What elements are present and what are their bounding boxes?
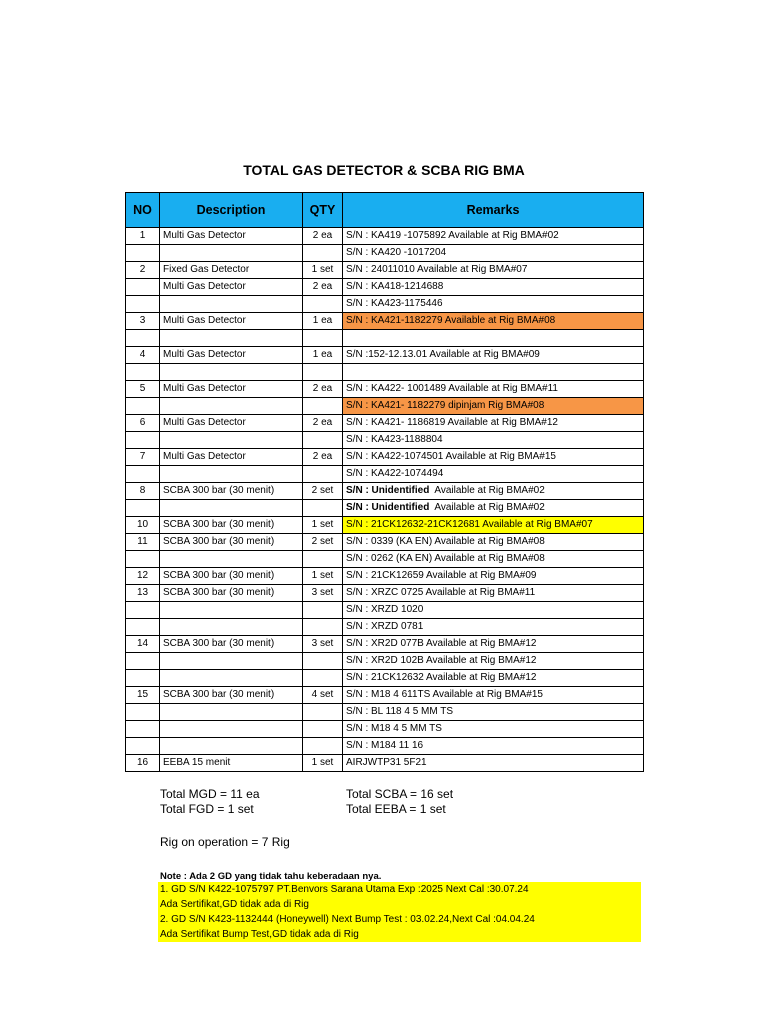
row-number <box>126 245 160 262</box>
row-qty <box>303 653 343 670</box>
row-qty <box>303 296 343 313</box>
row-number <box>126 670 160 687</box>
row-remark: S/N : 21CK12659 Available at Rig BMA#09 <box>343 568 644 585</box>
row-number <box>126 619 160 636</box>
note-title: Note : Ada 2 GD yang tidak tahu keberadaan nya. <box>160 871 382 882</box>
row-remark: S/N : M184 11 16 <box>343 738 644 755</box>
row-remark: S/N : KA421- 1182279 dipinjam Rig BMA#08 <box>343 398 644 415</box>
row-qty <box>303 245 343 262</box>
note-line: 2. GD S/N K423-1132444 (Honeywell) Next Bump Test : 03.02.24,Next Cal :04.04.24 <box>160 914 535 925</box>
row-number: 15 <box>126 687 160 704</box>
row-qty: 2 ea <box>303 279 343 296</box>
row-description <box>160 653 303 670</box>
row-description: Multi Gas Detector <box>160 279 303 296</box>
row-description: SCBA 300 bar (30 menit) <box>160 568 303 585</box>
header-qty: QTY <box>303 193 343 228</box>
row-remark: S/N : KA422- 1001489 Available at Rig BMA#11 <box>343 381 644 398</box>
row-number <box>126 551 160 568</box>
table-row <box>126 279 644 296</box>
total-eeba: Total EEBA = 1 set <box>346 802 446 816</box>
row-qty <box>303 432 343 449</box>
row-description <box>160 432 303 449</box>
row-remark: S/N : BL 118 4 5 MM TS <box>343 704 644 721</box>
row-remark: S/N : 21CK12632 Available at Rig BMA#12 <box>343 670 644 687</box>
table-row <box>126 670 644 687</box>
row-remark: S/N : XRZD 0781 <box>343 619 644 636</box>
row-remark: S/N : KA421- 1186819 Available at Rig BMA#12 <box>343 415 644 432</box>
table-row <box>126 381 644 398</box>
total-scba: Total SCBA = 16 set <box>346 787 454 801</box>
row-remark: S/N : M18 4 5 MM TS <box>343 721 644 738</box>
row-number: 4 <box>126 347 160 364</box>
table-row <box>126 228 644 245</box>
table-row <box>126 517 644 534</box>
row-description <box>160 670 303 687</box>
row-qty <box>303 721 343 738</box>
row-number: 12 <box>126 568 160 585</box>
row-qty <box>303 398 343 415</box>
row-description: SCBA 300 bar (30 menit) <box>160 534 303 551</box>
row-description: Fixed Gas Detector <box>160 262 303 279</box>
row-description <box>160 602 303 619</box>
row-qty: 3 set <box>303 636 343 653</box>
row-remark <box>343 330 644 347</box>
table-row <box>126 551 644 568</box>
document-title: TOTAL GAS DETECTOR & SCBA RIG BMA <box>243 162 525 178</box>
table-row <box>126 585 644 602</box>
row-qty <box>303 466 343 483</box>
header-no: NO <box>126 193 160 228</box>
row-number <box>126 279 160 296</box>
row-description <box>160 704 303 721</box>
row-number: 10 <box>126 517 160 534</box>
remark-text: Available at Rig BMA#02 <box>429 502 545 513</box>
row-description: Multi Gas Detector <box>160 228 303 245</box>
row-description: EEBA 15 menit <box>160 755 303 772</box>
row-number: 2 <box>126 262 160 279</box>
row-remark: S/N : KA420 -1017204 <box>343 245 644 262</box>
table-row <box>126 245 644 262</box>
inventory-table <box>125 192 644 772</box>
note-line: Ada Sertifikat,GD tidak ada di Rig <box>160 899 309 910</box>
row-remark: S/N : XR2D 077B Available at Rig BMA#12 <box>343 636 644 653</box>
row-qty <box>303 551 343 568</box>
row-number: 7 <box>126 449 160 466</box>
row-remark: S/N :152-12.13.01 Available at Rig BMA#09 <box>343 347 644 364</box>
table-row <box>126 262 644 279</box>
row-description <box>160 245 303 262</box>
row-description: SCBA 300 bar (30 menit) <box>160 483 303 500</box>
table-row <box>126 738 644 755</box>
table-row <box>126 449 644 466</box>
row-remark: S/N : 0339 (KA EN) Available at Rig BMA#08 <box>343 534 644 551</box>
row-number: 14 <box>126 636 160 653</box>
row-description: SCBA 300 bar (30 menit) <box>160 636 303 653</box>
table-row <box>126 755 644 772</box>
row-description <box>160 398 303 415</box>
row-number <box>126 398 160 415</box>
row-qty <box>303 738 343 755</box>
table-row <box>126 466 644 483</box>
row-description <box>160 296 303 313</box>
row-remark: S/N : 24011010 Available at Rig BMA#07 <box>343 262 644 279</box>
total-fgd: Total FGD = 1 set <box>160 802 254 816</box>
table-row <box>126 330 644 347</box>
table-row <box>126 432 644 449</box>
row-qty: 2 ea <box>303 381 343 398</box>
header-description: Description <box>160 193 303 228</box>
row-qty: 3 set <box>303 585 343 602</box>
row-description: Multi Gas Detector <box>160 415 303 432</box>
row-description <box>160 738 303 755</box>
row-remark: S/N : XR2D 102B Available at Rig BMA#12 <box>343 653 644 670</box>
row-remark <box>343 364 644 381</box>
row-qty: 2 ea <box>303 415 343 432</box>
row-number: 3 <box>126 313 160 330</box>
row-number <box>126 466 160 483</box>
row-description <box>160 619 303 636</box>
row-qty: 2 set <box>303 483 343 500</box>
row-remark: S/N : 0262 (KA EN) Available at Rig BMA#08 <box>343 551 644 568</box>
table-row <box>126 364 644 381</box>
row-remark: S/N : KA419 -1075892 Available at Rig BMA#02 <box>343 228 644 245</box>
rig-on-operation: Rig on operation = 7 Rig <box>160 835 290 849</box>
row-remark: S/N : XRZD 1020 <box>343 602 644 619</box>
row-number: 16 <box>126 755 160 772</box>
row-remark: S/N : KA421-1182279 Available at Rig BMA#08 <box>343 313 644 330</box>
row-qty <box>303 619 343 636</box>
row-qty: 1 set <box>303 568 343 585</box>
row-number <box>126 500 160 517</box>
row-remark: S/N : KA423-1188804 <box>343 432 644 449</box>
row-description: SCBA 300 bar (30 menit) <box>160 517 303 534</box>
row-description: SCBA 300 bar (30 menit) <box>160 585 303 602</box>
row-description: Multi Gas Detector <box>160 347 303 364</box>
row-number <box>126 296 160 313</box>
row-remark: S/N : 21CK12632-21CK12681 Available at Rig BMA#07 <box>343 517 644 534</box>
row-number <box>126 704 160 721</box>
row-remark: S/N : M18 4 611TS Available at Rig BMA#15 <box>343 687 644 704</box>
table-row <box>126 483 644 500</box>
row-number: 13 <box>126 585 160 602</box>
row-remark: S/N : KA418-1214688 <box>343 279 644 296</box>
row-description <box>160 330 303 347</box>
note-line: Ada Sertifikat Bump Test,GD tidak ada di Rig <box>160 929 359 940</box>
remark-serial-bold: S/N : Unidentified <box>346 485 430 496</box>
row-remark: AIRJWTP31 5F21 <box>343 755 644 772</box>
table-row <box>126 704 644 721</box>
table-row <box>126 534 644 551</box>
row-number: 8 <box>126 483 160 500</box>
row-number: 11 <box>126 534 160 551</box>
row-number <box>126 364 160 381</box>
row-qty <box>303 500 343 517</box>
row-qty <box>303 364 343 381</box>
row-description: Multi Gas Detector <box>160 313 303 330</box>
row-description <box>160 466 303 483</box>
row-number: 6 <box>126 415 160 432</box>
row-number <box>126 721 160 738</box>
table-header-row <box>126 193 644 228</box>
table-row <box>126 415 644 432</box>
row-description <box>160 721 303 738</box>
row-qty: 1 ea <box>303 313 343 330</box>
table-row <box>126 398 644 415</box>
row-qty <box>303 704 343 721</box>
row-remark: S/N : KA423-1175446 <box>343 296 644 313</box>
remark-text: Available at Rig BMA#02 <box>429 485 545 496</box>
row-qty <box>303 602 343 619</box>
header-remarks: Remarks <box>343 193 644 228</box>
table-row <box>126 687 644 704</box>
note-line: 1. GD S/N K422-1075797 PT.Benvors Sarana Utama Exp :2025 Next Cal :30.07.24 <box>160 884 529 895</box>
row-description <box>160 551 303 568</box>
row-number <box>126 653 160 670</box>
table-row <box>126 619 644 636</box>
row-remark: S/N : KA422-1074494 <box>343 466 644 483</box>
row-qty: 2 ea <box>303 228 343 245</box>
row-number <box>126 432 160 449</box>
row-qty: 4 set <box>303 687 343 704</box>
row-description <box>160 364 303 381</box>
row-description: Multi Gas Detector <box>160 381 303 398</box>
row-remark <box>343 483 644 500</box>
row-number: 1 <box>126 228 160 245</box>
table-row <box>126 568 644 585</box>
row-number <box>126 330 160 347</box>
total-mgd: Total MGD = 11 ea <box>160 787 260 801</box>
row-qty: 2 ea <box>303 449 343 466</box>
note-box <box>158 882 641 942</box>
row-remark <box>343 500 644 517</box>
row-qty: 1 set <box>303 755 343 772</box>
row-description <box>160 500 303 517</box>
table-row <box>126 347 644 364</box>
row-description: Multi Gas Detector <box>160 449 303 466</box>
table-row <box>126 500 644 517</box>
row-qty: 1 set <box>303 262 343 279</box>
table-row <box>126 721 644 738</box>
row-remark: S/N : KA422-1074501 Available at Rig BMA#15 <box>343 449 644 466</box>
table-row <box>126 313 644 330</box>
row-number <box>126 602 160 619</box>
row-remark: S/N : XRZC 0725 Available at Rig BMA#11 <box>343 585 644 602</box>
row-number: 5 <box>126 381 160 398</box>
table-row <box>126 653 644 670</box>
table-row <box>126 296 644 313</box>
row-qty: 1 set <box>303 517 343 534</box>
remark-serial-bold: S/N : Unidentified <box>346 502 430 513</box>
row-number <box>126 738 160 755</box>
row-description: SCBA 300 bar (30 menit) <box>160 687 303 704</box>
table-row <box>126 636 644 653</box>
row-qty <box>303 670 343 687</box>
row-qty <box>303 330 343 347</box>
table-body <box>126 228 644 772</box>
table-row <box>126 602 644 619</box>
row-qty: 2 set <box>303 534 343 551</box>
row-qty: 1 ea <box>303 347 343 364</box>
